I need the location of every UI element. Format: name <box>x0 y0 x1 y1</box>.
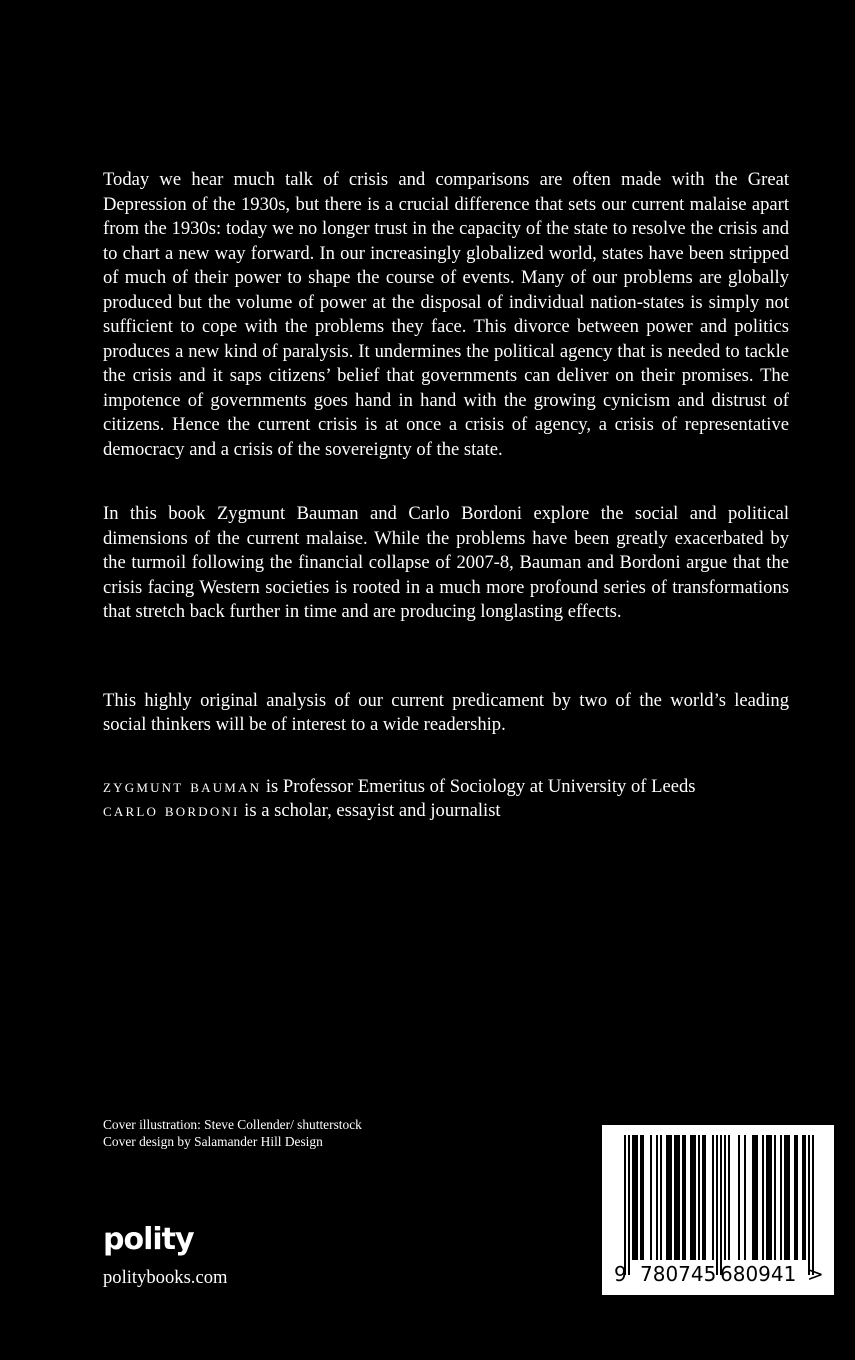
barcode-bar <box>712 1135 714 1260</box>
barcode-bar <box>724 1135 726 1260</box>
barcode-bar <box>780 1135 782 1260</box>
barcode-bar <box>660 1135 662 1260</box>
barcode-bar <box>752 1135 754 1260</box>
barcode-bar <box>666 1135 668 1260</box>
author-name-bordoni: carlo bordoni <box>103 800 240 821</box>
barcode-bar <box>754 1135 756 1260</box>
author-name-bauman: zygmunt bauman <box>103 775 262 797</box>
barcode-bar <box>762 1135 764 1260</box>
illustration-credit: Cover illustration: Steve Collender/ shutterstock <box>103 1117 362 1132</box>
author-description-bordoni: is a scholar, essayist and journalist <box>239 800 501 821</box>
author-bios <box>103 775 789 824</box>
barcode-guard-bar <box>812 1135 814 1275</box>
barcode-bar <box>636 1135 638 1260</box>
barcode-bar <box>668 1135 670 1260</box>
barcode-bar <box>802 1135 804 1260</box>
design-credit: Cover design by Salamander Hill Design <box>103 1134 323 1149</box>
cover-credits <box>103 1116 503 1150</box>
barcode-bar <box>670 1135 672 1260</box>
barcode-bar <box>676 1135 678 1260</box>
barcode-bar <box>756 1135 758 1260</box>
barcode-bar <box>804 1135 806 1260</box>
blurb-paragraph-2: In this book Zygmunt Bauman and Carlo Bordoni explore the social and political dimensions of the current malaise. While the problems have been greatly exacerbated by the turmoil following the financial collapse of 2007-8, Bauman and Bordoni argue that the crisis facing Western societies is rooted in a much more profound series of transformations that stretch back further in time and are producing longlasting effects. <box>103 503 789 622</box>
barcode-guard-bar <box>628 1135 630 1275</box>
barcode-bar <box>694 1135 696 1260</box>
barcode-bar <box>738 1135 740 1260</box>
back-cover-blurb <box>103 168 789 824</box>
polity-logo: polity <box>103 1222 194 1257</box>
author-description-bauman: is Professor Emeritus of Sociology at University of Leeds <box>261 775 696 797</box>
barcode-bar <box>702 1135 704 1260</box>
barcode-bar <box>788 1135 790 1260</box>
barcode-bar <box>728 1135 730 1260</box>
barcode-bar <box>634 1135 636 1260</box>
barcode-bar <box>774 1135 776 1260</box>
barcode-bar <box>642 1135 644 1260</box>
barcode-bar <box>692 1135 694 1260</box>
barcode-guard-bar <box>716 1135 718 1275</box>
barcode-digits-right: 680941 <box>720 1262 797 1286</box>
barcode-bar <box>656 1135 658 1260</box>
barcode-digits-left: 780745 <box>640 1262 717 1286</box>
barcode-bar <box>674 1135 676 1260</box>
blurb-paragraph-3: This highly original analysis of our current predicament by two of the world’s leading social thinkers will be of interest to a wide readership. <box>103 689 789 735</box>
barcode-bar <box>784 1135 786 1260</box>
author-bio-bordoni <box>103 799 789 824</box>
barcode-bar <box>698 1135 700 1260</box>
blurb-paragraph-1: Today we hear much talk of crisis and comparisons are often made with the Great Depression of the 1930s, but there is a crucial difference that sets our current malaise apart from the 1930s: today we no longer trust in the capacity of the state to resolve the crisis and to chart a new way forward. In our increasingly globalized world, states have been stripped of much of their power to shape the course of events. Many of our problems are globally produced but the volume of power at the disposal of individual nation-states is simply not sufficient to cope with the problems they face. This divorce between power and politics produces a new kind of paralysis. It undermines the political agency that is needed to tackle the crisis and it saps citizens’ belief that governments can deliver on their promises. The impotence of governments goes hand in hand with the growing cynicism and distrust of citizens. Hence the current crisis is at once a crisis of agency, a crisis of representative democracy and a crisis of the sovereignty of the state. <box>103 169 789 460</box>
barcode-bar <box>682 1135 684 1260</box>
barcode-quiet-zone-mark: > <box>807 1262 824 1286</box>
barcode-bar <box>786 1135 788 1260</box>
barcode-bar <box>794 1135 796 1260</box>
barcode-bar <box>690 1135 692 1260</box>
barcode-bar <box>744 1135 746 1260</box>
barcode-bar <box>704 1135 706 1260</box>
barcode-bar <box>650 1135 652 1260</box>
barcode-bar <box>640 1135 642 1260</box>
barcode-guard-bar <box>624 1135 626 1275</box>
barcode-bar <box>678 1135 680 1260</box>
barcode-bar <box>768 1135 770 1260</box>
barcode-bar <box>770 1135 772 1260</box>
barcode-bar <box>766 1135 768 1260</box>
barcode-bar <box>684 1135 686 1260</box>
author-bio-bauman <box>103 775 789 800</box>
isbn-barcode <box>602 1125 834 1295</box>
barcode-bar <box>796 1135 798 1260</box>
barcode-guard-bar <box>720 1135 722 1275</box>
barcode-guard-bar <box>808 1135 810 1275</box>
barcode-bar <box>632 1135 634 1260</box>
barcode-digit-prefix: 9 <box>614 1262 627 1286</box>
publisher-url: politybooks.com <box>103 1267 228 1288</box>
barcode-digits <box>602 1260 834 1288</box>
